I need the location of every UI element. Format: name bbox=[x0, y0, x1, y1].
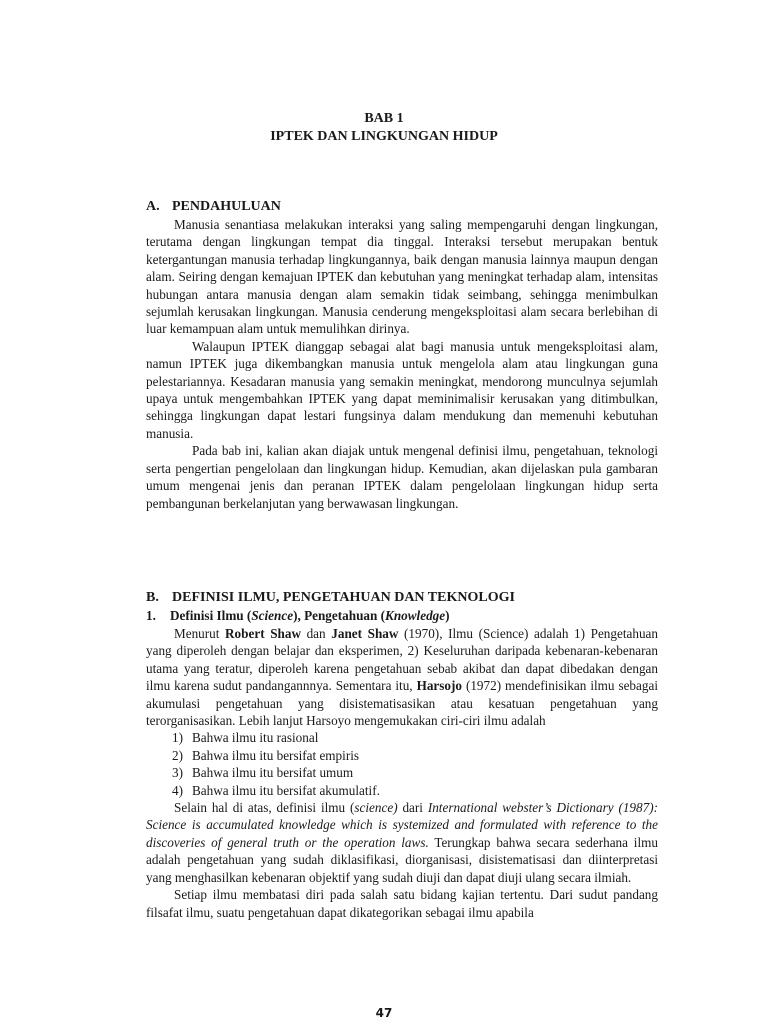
intro-paragraph-2: Walaupun IPTEK dianggap sebagai alat bagi manusia untuk mengeksploitasi alam, namun IPTEK juga dikembangkan manusia untuk mengelola alam atau lingkungan guna pelestariannya. Kesadaran manusia yang semakin meningkat, mendorong munculnya sejumlah upaya untuk mengembahkan IPTEK yang dapat meminimalisir kerusakan yang ditimbulkan, sehingga lingkungan dapat lestari fungsinya dalam mendukung dan memenuhi kebutuhan manusia. bbox=[146, 338, 658, 441]
section-b bbox=[146, 589, 658, 921]
page-number: 47 bbox=[375, 1006, 393, 1020]
chapter-number: BAB 1 bbox=[364, 111, 404, 126]
list-item bbox=[146, 729, 658, 746]
term-science: science) bbox=[354, 800, 398, 816]
section-b-number: B. bbox=[146, 590, 159, 605]
list-item bbox=[146, 764, 658, 781]
definition-paragraph-3: Setiap ilmu membatasi diri pada salah satu bidang kajian tertentu. Dari sudut pandang filsafat ilmu, suatu pengetahuan dapat dikategorikan sebagai ilmu apabila bbox=[146, 887, 658, 920]
intro-paragraph-3: Pada bab ini, kalian akan diajak untuk mengenal definisi ilmu, pengetahuan, teknologi serta pengertian pengelolaan dan lingkungan hidup. Kemudian, akan dijelaskan pula gambaran umum mengenai jenis dan peranan IPTEK dalam pengelolaan lingkungan hidup serta pembangunan berkelanjutan yang berwawasan lingkungan. bbox=[146, 443, 658, 511]
author-janet-shaw: Janet Shaw bbox=[331, 626, 399, 641]
text-run: (1972) mendefinisikan ilmu sebagai akumulasi pengetahuan yang disistematisasikan atau kesatuan pengetahuan yang terorganisasikan. Lebih lanjut Harsoyo mengemukakan ciri-ciri ilmu adalah bbox=[146, 678, 658, 729]
section-a-heading bbox=[146, 198, 658, 216]
chapter-title: IPTEK DAN LINGKUNGAN HIDUP bbox=[270, 129, 498, 144]
list-item bbox=[146, 747, 658, 764]
author-harsojo: Harsojo bbox=[416, 678, 462, 694]
definition-paragraph-2 bbox=[146, 799, 658, 886]
section-a-number: A. bbox=[146, 199, 160, 214]
text-run: (1970), Ilmu (Science) adalah 1) Pengetahuan yang diperoleh dengan belajar dan eksperimen, 2) Keseluruhan daripada kebenaran-kebenaran utama yang teratur, diperoleh karena pengetahuan sebab akibat dan dapat dibedakan dengan ilmu karena sudut pandangannnya. Sementara itu, bbox=[146, 626, 658, 694]
list-item-text: Bahwa ilmu itu rasional bbox=[192, 730, 319, 746]
text-run: dari bbox=[397, 800, 428, 816]
list-item-number: 2) bbox=[172, 747, 183, 763]
section-a bbox=[146, 198, 658, 512]
subsection-1-heading bbox=[146, 607, 658, 625]
science-characteristics-list bbox=[146, 729, 658, 799]
text-run: Menurut bbox=[174, 626, 226, 641]
list-item bbox=[146, 782, 658, 799]
dictionary-quote: International webster’s Dictionary (1987): Science is accumulated knowledge which is systemized and formulated with reference to the discoveries of general truth or the operation laws. bbox=[146, 800, 658, 850]
list-item-number: 1) bbox=[172, 730, 183, 746]
section-a-title: PENDAHULUAN bbox=[172, 199, 281, 214]
author-robert-shaw: Robert Shaw bbox=[225, 626, 301, 641]
section-b-title: DEFINISI ILMU, PENGETAHUAN DAN TEKNOLOGI bbox=[172, 590, 515, 605]
list-item-number: 3) bbox=[172, 765, 183, 781]
list-item-text: Bahwa ilmu itu bersifat umum bbox=[192, 765, 354, 781]
definition-paragraph-1 bbox=[146, 625, 658, 729]
subsection-1-title-part: ) bbox=[445, 608, 450, 623]
subsection-1-title-part: ), Pengetahuan ( bbox=[293, 608, 386, 623]
text-run: Selain hal di atas, definisi ilmu ( bbox=[174, 800, 355, 816]
text-run: dan bbox=[300, 626, 332, 641]
list-item-number: 4) bbox=[172, 782, 183, 798]
subsection-1-number: 1. bbox=[146, 608, 156, 623]
intro-paragraph-1: Manusia senantiasa melakukan interaksi yang saling mempengaruhi dengan lingkungan, terutama dengan lingkungan tempat dia tinggal. Interaksi tersebut merupakan bentuk ketergantungan manusia terhadap lingkungannya, baik dengan manusia lainnya maupun dengan alam. Seiring dengan kemajuan IPTEK dan kebutuhan yang meningkat terhadap alam, intensitas hubungan antara manusia dengan alam semakin tidak seimbang, sehingga menimbulkan sejumlah kerusakan lingkungan. Manusia cenderung mengeksploitasi alam secara berlebihan di luar kemampuan alam untuk memulihkan dirinya. bbox=[146, 217, 658, 337]
text-run: Terungkap bahwa secara sederhana ilmu adalah pengetahuan yang sudah diklasifikasi, diorganisasi, disistematisasi dan diinterpretasi yang menghasilkan kebenaran objektif yang sudah diuji dan dapat diuji ulang secara ilmiah. bbox=[146, 834, 658, 885]
section-b-heading bbox=[146, 589, 658, 607]
subsection-1-title-knowledge: Knowledge bbox=[385, 608, 446, 623]
subsection-1-title-part: Definisi Ilmu ( bbox=[170, 608, 252, 623]
subsection-1-title-science: Science bbox=[251, 608, 294, 623]
list-item-text: Bahwa ilmu itu bersifat empiris bbox=[192, 747, 360, 763]
list-item-text: Bahwa ilmu itu bersifat akumulatif. bbox=[192, 782, 380, 798]
